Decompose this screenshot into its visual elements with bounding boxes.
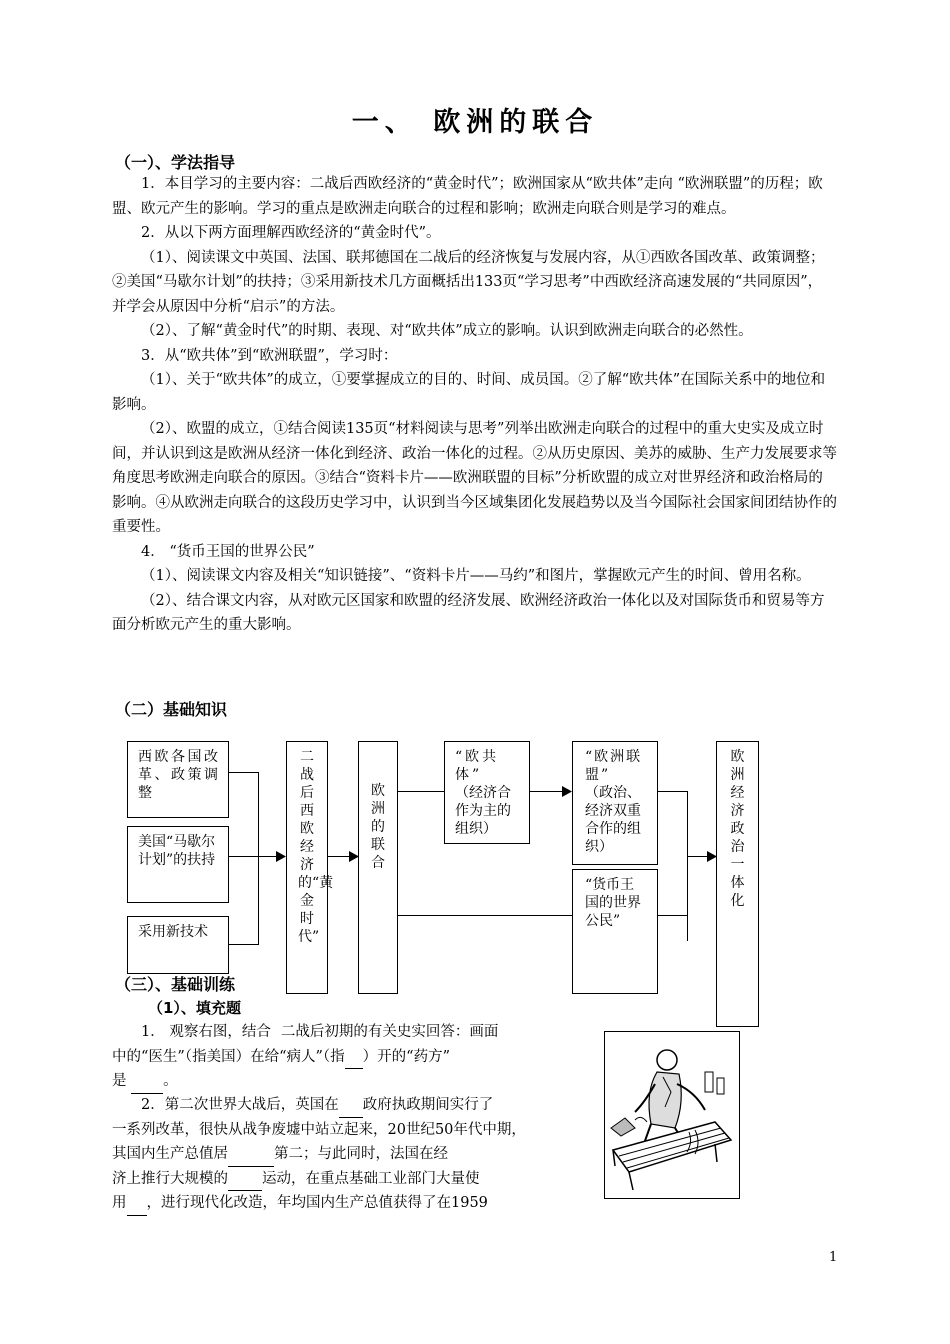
subsection-heading-fill: （1）、填充题 — [148, 999, 241, 1017]
answer-blank[interactable] — [228, 1150, 274, 1167]
golden-age-box — [286, 741, 334, 994]
golden-age-label: 二战后西欧经济的“黄金时代” — [298, 749, 334, 945]
cartoon-image — [604, 1031, 740, 1199]
guide-paragraph: （2）、欧盟的成立，①结合阅读135页“材料阅读与思考”列举出欧洲走向联合的过程中的重大史实及成立时间，并认识到这是欧洲从经济一体化到经济、政治一体化的过程。②从历史原因、美苏的威胁、生产力发展要求等角度思考欧洲走向联合的原因。③结合“资料卡片——欧洲联盟的目标”分析欧盟的成立对世界经济和政治格局的影响。④从欧洲走向联合的这段历史学习中，认识到当今区域集团化发展趋势以及当今国际社会国家间团结协作的重要性。 — [112, 421, 837, 535]
ec-title: “欧共体” — [455, 749, 500, 783]
page-title: 一、 欧洲的联合 — [351, 107, 599, 138]
integration-box — [716, 741, 759, 1027]
question-2 — [112, 1093, 592, 1216]
cause-box-marshall — [127, 826, 229, 903]
eu-subtitle: （政治、经济双重合作的组织） — [585, 785, 641, 855]
q1-text: 后初期的有关史实回答：画面 — [309, 1024, 499, 1040]
guide-paragraph: 4． “货币王国的世界公民” — [141, 543, 315, 560]
union-label: 欧洲的联合 — [371, 783, 385, 871]
guide-paragraph: （1）、关于“欧共体”的成立，①要掌握成立的目的、时间、成员国。②了解“欧共体”在国际关系中的地位和影响。 — [112, 372, 826, 413]
q2-text: 一系列改革，很快从战争废墟中站立起来，20世纪50年代中期， — [112, 1121, 526, 1138]
q1-text: 二战 — [280, 1024, 310, 1040]
guide-paragraph: （1）、阅读课文中英国、法国、联邦德国在二战后的经济恢复与发展内容，从①西欧各国改革、政策调整；②美国“马歇尔计划”的扶持；③采用新技术几方面概括出133页“学习思考”中西欧经济高速发展的“共同原因”， 并学会从原因中分析“启示”的方法。 — [112, 249, 825, 315]
eu-box — [572, 741, 658, 865]
arrow-icon — [562, 786, 572, 797]
page-number: 1 — [829, 1250, 838, 1265]
q2-text: 政府执政期间实行了 — [362, 1097, 494, 1113]
guide-paragraph: （2）、了解“黄金时代”的时期、表现、对“欧共体”成立的影响。认识到欧洲走向联合的必然性。 — [141, 323, 753, 339]
answer-blank[interactable] — [228, 1174, 262, 1191]
guide-paragraph: 2．从以下两方面理解西欧经济的“黄金时代”。 — [141, 225, 441, 241]
eu-title: “欧洲联盟” — [585, 749, 643, 783]
ec-subtitle: （经济合作为主的组织） — [455, 785, 511, 837]
cause-box-reform — [127, 741, 229, 818]
section-heading-basics: （二）基础知识 — [115, 700, 228, 719]
doctor-patient-cartoon-icon — [605, 1032, 739, 1198]
guide-paragraph: 1．本目学习的主要内容：二战后西欧经济的“黄金时代”；欧洲国家从“欧共体”走向 “欧洲联盟”的历程；欧盟、欧元产生的影响。学习的重点是欧洲走向联合的过程和影响；欧洲走向联合则是学习的难点。 — [112, 176, 823, 217]
section-heading-training: （三）、基础训练 — [115, 975, 236, 994]
q2-text: 2．第二次世界大战后，英国在 — [141, 1097, 339, 1113]
q2-text: 用 — [112, 1195, 127, 1211]
answer-blank[interactable] — [339, 1101, 363, 1118]
arrow-icon — [276, 851, 286, 862]
european-union-process-box — [358, 741, 398, 994]
ec-box — [444, 741, 530, 844]
guide-body — [112, 172, 837, 638]
euro-box — [572, 869, 658, 994]
q1-text: ）开的“药方” — [362, 1048, 450, 1065]
guide-paragraph: （2）、结合课文内容，从对欧元区国家和欧盟的经济发展、欧洲经济政治一体化以及对国际货币和贸易等方面分析欧元产生的重大影响。 — [112, 592, 825, 633]
q2-text: 第二；与此同时，法国在经 — [274, 1146, 448, 1162]
q2-text: ，进行现代化改造，年均国内生产总值获得了在1959 — [146, 1195, 488, 1211]
q2-text: 运动，在重点基础工业部门大量使 — [262, 1170, 480, 1187]
cause-label: 西欧各国改革、政策调整 — [138, 749, 218, 801]
answer-blank[interactable] — [127, 1199, 147, 1216]
answer-blank[interactable] — [131, 1077, 163, 1094]
q1-text: 。 — [163, 1073, 178, 1089]
section-heading-guide: （一）、学法指导 — [115, 153, 236, 172]
answer-blank[interactable] — [345, 1052, 363, 1069]
euro-label: “货币王国的世界公民” — [585, 877, 641, 929]
integration-label: 欧洲经济政治一体化 — [730, 749, 745, 909]
cause-label: 采用新技术 — [138, 924, 208, 940]
guide-paragraph: （1）、阅读课文内容及相关“知识链接”、“资料卡片——马约”和图片，掌握欧元产生的时间、曾用名称。 — [141, 568, 811, 584]
q1-text: 1． 观察右图，结合 — [141, 1024, 271, 1040]
q1-text: 中的“医生”（指美国）在给“病人”（指 — [112, 1048, 345, 1065]
cause-label: 美国“马歇尔计划”的扶持 — [138, 834, 216, 868]
cause-box-technology — [127, 916, 229, 974]
question-1 — [112, 1020, 582, 1094]
guide-paragraph: 3．从“欧共体”到“欧洲联盟”，学习时： — [141, 347, 398, 364]
q2-text: 其国内生产总值居 — [112, 1146, 228, 1162]
q2-text: 济上推行大规模的 — [112, 1170, 228, 1187]
q1-text: 是 — [112, 1073, 127, 1089]
